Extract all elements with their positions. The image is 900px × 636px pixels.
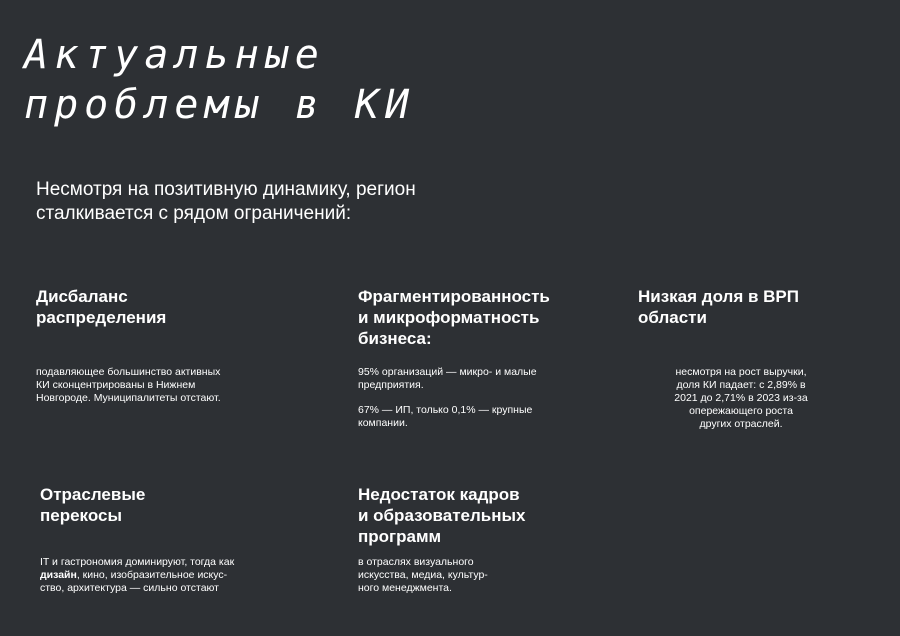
card-text-line: Новгороде. Муниципалитеты отстают. [36,392,221,404]
card-text-line: предприятия. [358,379,424,391]
page-title [24,30,415,130]
card-heading-line: программ [358,527,442,546]
card-text [358,366,598,392]
card-heading [358,286,598,349]
card-heading [36,286,296,328]
card-staff-shortage [358,484,598,594]
card-text-line: в отраслях визуального [358,556,474,568]
card-imbalance [36,286,296,404]
card-text [358,556,598,595]
card-text-line: ство, архитектура — сильно отстают [40,582,219,594]
card-text-line: искусства, медиа, культур- [358,569,488,581]
card-text-line: 95% организаций — микро- и малые [358,366,537,378]
card-text-line: несмотря на рост выручки, [675,366,807,378]
card-text-line: 2021 до 2,71% в 2023 из-за [674,392,808,404]
card-text [40,556,300,595]
card-text-bold: дизайн [40,569,77,581]
card-heading-line: распределения [36,308,167,327]
card-text-line: IT и гастрономия доминируют, тогда как [40,556,235,568]
card-text-line: компании. [358,417,408,429]
intro-line-2: сталкивается с рядом ограничений: [36,203,352,224]
card-heading-line: Фрагментированность [358,287,550,306]
card-heading-line: Отраслевые [40,485,146,504]
card-text-line: ного менеджмента. [358,582,452,594]
card-heading-line: Недостаток кадров [358,485,520,504]
card-heading-line: и микроформатность [358,308,540,327]
card-text-2 [358,404,598,430]
card-low-grp-share [638,286,878,430]
card-heading-line: Дисбаланс [36,287,128,306]
intro-text [36,178,556,226]
card-text-line: 67% — ИП, только 0,1% — крупные [358,404,533,416]
card-heading-line: и образовательных [358,506,526,525]
card-heading [638,286,878,328]
card-heading-line: области [638,308,707,327]
card-text-line: других отраслей. [699,418,783,430]
card-text-line: опережающего роста [689,405,793,417]
card-heading [358,484,598,547]
card-text-line: КИ сконцентрированы в Нижнем [36,379,196,391]
card-text-line: доля КИ падает: с 2,89% в [676,379,806,391]
card-text-line: подавляющее большинство активных [36,366,221,378]
card-text-line: , кино, изобразительное искус- [76,569,228,581]
card-text [621,366,861,431]
intro-line-1: Несмотря на позитивную динамику, регион [36,179,416,200]
card-heading-line: бизнеса: [358,329,432,348]
page-title-line-2: проблемы в КИ [24,82,416,128]
card-text [36,366,296,405]
card-heading-line: Низкая доля в ВРП [638,287,799,306]
card-heading-line: перекосы [40,506,122,525]
card-industry-skew [40,484,300,594]
page-title-line-1: Актуальные [24,32,325,78]
card-heading [40,484,300,526]
card-fragmentation [358,286,598,429]
